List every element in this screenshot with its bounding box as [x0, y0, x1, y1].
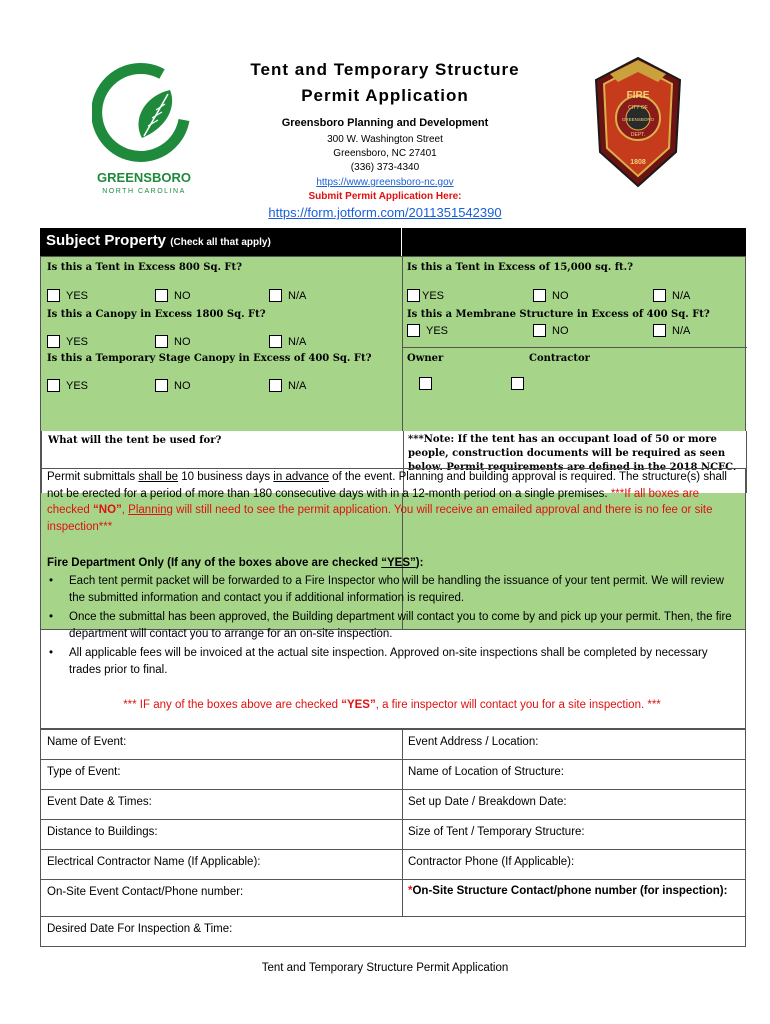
tent800-no[interactable]: NO: [155, 289, 191, 302]
event-address-field[interactable]: Event Address / Location:: [408, 736, 539, 748]
submittal-paragraph: Permit submittals shall be 10 business days in advance of the event. Planning and building approval is required. The structure(s) shall not be erected for a period of more than 180 consecutive days with in a 12-month period on a single premises. ***If all boxes are checked “NO”, Planning will still need to see the permit application. You will receive an emailed approval and there is no fee or site inspection***: [47, 471, 727, 533]
table-row: [41, 760, 745, 790]
contractor-phone-field[interactable]: Contractor Phone (If Applicable):: [408, 856, 575, 868]
fire-dept-badge: [590, 52, 686, 190]
org-city: Greensboro, NC 27401: [333, 148, 437, 159]
checkbox[interactable]: [47, 289, 60, 302]
checkbox[interactable]: [407, 289, 420, 302]
tent15000-na[interactable]: N/A: [653, 289, 690, 302]
website-link[interactable]: https://www.greensboro-nc.gov: [316, 177, 454, 188]
contractor-checkbox[interactable]: [511, 377, 530, 390]
event-dates-field[interactable]: Event Date & Times:: [47, 796, 152, 808]
page-footer: Tent and Temporary Structure Permit Application: [261, 962, 509, 974]
tent15000-yes[interactable]: YES: [407, 289, 444, 302]
setup-date-field[interactable]: Set up Date / Breakdown Date:: [408, 796, 567, 808]
location-name-field[interactable]: Name of Location of Structure:: [408, 766, 564, 778]
canopy1800-na[interactable]: N/A: [269, 335, 306, 348]
table-row: [41, 850, 745, 880]
stage400-yes[interactable]: YES: [47, 379, 88, 392]
membrane-yes[interactable]: YES: [407, 324, 448, 337]
fire-dept-heading: Fire Department Only (If any of the boxes above are checked “YES”):: [47, 557, 424, 569]
type-of-event-field[interactable]: Type of Event:: [47, 766, 121, 778]
instructions-block: [40, 468, 746, 729]
checkbox[interactable]: [155, 335, 168, 348]
tent800-na[interactable]: N/A: [269, 289, 306, 302]
table-row: [41, 730, 745, 760]
checkbox[interactable]: [653, 324, 666, 337]
membrane-na[interactable]: N/A: [653, 324, 690, 337]
structure-contact-field[interactable]: *On-Site Structure Contact/phone number (for inspection):: [408, 885, 728, 897]
name-of-event-field[interactable]: Name of Event:: [47, 736, 127, 748]
owner-label: Owner: [407, 353, 444, 364]
onsite-contact-field[interactable]: On-Site Event Contact/Phone number:: [47, 886, 244, 898]
tent800-yes[interactable]: YES: [47, 289, 88, 302]
badge-top-text: FIRE: [626, 90, 650, 101]
subject-heading: Subject Property: [46, 232, 167, 249]
checkbox[interactable]: [155, 379, 168, 392]
page-title-line2: Permit Application: [301, 86, 469, 105]
badge-text-1: CITY OF: [628, 105, 648, 111]
badge-text-2: GREENSBORO: [621, 117, 655, 122]
badge-text-3: DEPT.: [630, 132, 646, 138]
checkbox[interactable]: [419, 377, 432, 390]
table-row: [41, 880, 745, 917]
submit-label: Submit Permit Application Here:: [308, 191, 462, 202]
checkbox[interactable]: [533, 324, 546, 337]
bullet-item: • Once the submittal has been approved, the Building department will contact you to come by and pick up your permit. Then, the fire department will contact you to arrange for an on-site inspection.: [69, 609, 735, 642]
org-phone: (336) 373-4340: [350, 162, 420, 173]
greensboro-logo: [92, 60, 196, 196]
event-fields-table: [40, 729, 746, 947]
bullet-item: • Each tent permit packet will be forwarded to a Fire Inspector who will be handling the issuance of your tent permit. We will review the submitted information and contact you if additional information is required.: [69, 573, 735, 606]
stage400-na[interactable]: N/A: [269, 379, 306, 392]
tent15000-no[interactable]: NO: [533, 289, 569, 302]
checkbox[interactable]: [407, 324, 420, 337]
badge-year: 1808: [630, 159, 646, 166]
page-title-line1: Tent and Temporary Structure: [250, 60, 520, 79]
membrane-no[interactable]: NO: [533, 324, 569, 337]
distance-field[interactable]: Distance to Buildings:: [47, 826, 158, 838]
bullet-item: • All applicable fees will be invoiced at the actual site inspection. Approved on-site inspections shall be completed by necessary trades prior to final.: [69, 645, 735, 678]
logo-subtext: NORTH CAROLINA: [102, 188, 186, 195]
q-stage-400: Is this a Temporary Stage Canopy in Excess of 400 Sq. Ft?: [47, 353, 372, 364]
q-canopy-1800: Is this a Canopy in Excess 1800 Sq. Ft?: [47, 309, 266, 320]
electrical-contractor-field[interactable]: Electrical Contractor Name (If Applicable):: [47, 856, 261, 868]
used-for-label: What will the tent be used for?: [48, 435, 222, 446]
contractor-label: Contractor: [529, 353, 590, 364]
size-field[interactable]: Size of Tent / Temporary Structure:: [408, 826, 585, 838]
checkbox[interactable]: [511, 377, 524, 390]
checkbox[interactable]: [155, 289, 168, 302]
checkbox[interactable]: [653, 289, 666, 302]
stage400-no[interactable]: NO: [155, 379, 191, 392]
q-tent-15000: Is this a Tent in Excess of 15,000 sq. ft.?: [407, 262, 633, 273]
table-row: [41, 790, 745, 820]
site-inspection-note: *** IF any of the boxes above are checked “YES”, a fire inspector will contact you for a site inspection. ***: [123, 699, 661, 711]
logo-wordmark: GREENSBORO: [97, 170, 191, 185]
checkbox[interactable]: [269, 379, 282, 392]
subject-header: [40, 228, 746, 256]
checkbox[interactable]: [533, 289, 546, 302]
subject-heading-note: (Check all that apply): [170, 237, 271, 248]
canopy1800-no[interactable]: NO: [155, 335, 191, 348]
q-membrane-400: Is this a Membrane Structure in Excess of 400 Sq. Ft?: [407, 309, 710, 320]
checkbox[interactable]: [269, 289, 282, 302]
occupant-note: ***Note: If the tent has an occupant load of 50 or more people, construction documents will be required as seen below. Permit requirements are defined in the 2018 NCFC.: [408, 434, 737, 473]
checkbox[interactable]: [269, 335, 282, 348]
desired-date-field[interactable]: Desired Date For Inspection & Time:: [47, 923, 233, 935]
checkbox[interactable]: [47, 379, 60, 392]
org-address: 300 W. Washington Street: [327, 134, 443, 145]
owner-checkbox[interactable]: [419, 377, 438, 390]
q-tent-800: Is this a Tent in Excess 800 Sq. Ft?: [47, 262, 243, 273]
checkbox[interactable]: [47, 335, 60, 348]
org-name: Greensboro Planning and Development: [281, 117, 489, 129]
canopy1800-yes[interactable]: YES: [47, 335, 88, 348]
table-row: [41, 917, 745, 946]
table-row: [41, 820, 745, 850]
form-url-link[interactable]: https://form.jotform.com/2011351542390: [268, 205, 502, 220]
